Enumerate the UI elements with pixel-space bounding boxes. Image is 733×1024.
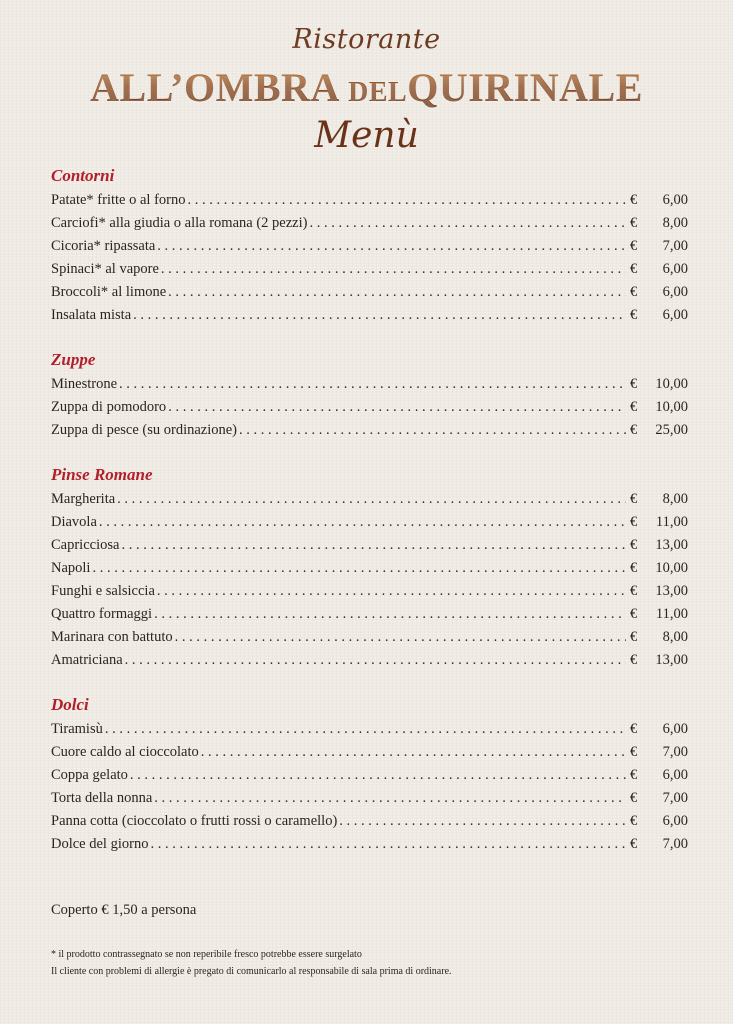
menu-sections [51, 163, 688, 856]
item-price: 10,00 [655, 399, 688, 415]
item-name: Minestrone [51, 376, 118, 392]
menu-item [51, 258, 688, 281]
dot-leader [105, 718, 626, 741]
dot-leader [92, 557, 626, 580]
item-name: Marinara con battuto [51, 629, 173, 645]
item-currency: € [630, 790, 638, 806]
section-spacer [51, 327, 688, 347]
item-price: 6,00 [662, 721, 688, 737]
dot-leader [201, 741, 626, 764]
dot-leader [157, 580, 626, 603]
dot-leader [309, 212, 626, 235]
item-currency: € [630, 652, 638, 668]
section-title: Contorni [51, 166, 115, 185]
menu-item [51, 580, 688, 603]
item-currency: € [630, 836, 638, 852]
cover-charge-note: Coperto € 1,50 a persona [51, 902, 197, 918]
item-price: 8,00 [662, 491, 688, 507]
section-title: Dolci [51, 695, 89, 714]
dot-leader [161, 258, 626, 281]
item-currency: € [630, 514, 638, 530]
item-price: 8,00 [662, 215, 688, 231]
item-name: Cuore caldo al cioccolato [51, 744, 199, 760]
menu-item [51, 718, 688, 741]
item-name: Dolce del giorno [51, 836, 149, 852]
item-name: Capricciosa [51, 537, 120, 553]
dot-leader [150, 833, 626, 856]
item-price: 7,00 [662, 238, 688, 254]
item-price: 6,00 [662, 813, 688, 829]
item-price: 13,00 [655, 583, 688, 599]
item-currency: € [630, 238, 638, 254]
dot-leader [239, 419, 626, 442]
item-currency: € [630, 583, 638, 599]
dot-leader [154, 603, 626, 626]
dot-leader [119, 373, 626, 396]
section-title: Pinse Romane [51, 465, 153, 484]
item-name: Diavola [51, 514, 97, 530]
dot-leader [133, 304, 626, 327]
item-name: Zuppa di pomodoro [51, 399, 167, 415]
item-currency: € [630, 399, 638, 415]
dot-leader [125, 649, 626, 672]
item-currency: € [630, 560, 638, 576]
item-price: 6,00 [662, 192, 688, 208]
item-name: Panna cotta (cioccolato o frutti rossi o caramello) [51, 813, 338, 829]
item-price: 11,00 [655, 606, 688, 622]
menu-item [51, 764, 688, 787]
restaurant-name-part2: QUIRINALE [407, 65, 643, 110]
menu-item [51, 419, 688, 442]
item-name: Funghi e salsiccia [51, 583, 155, 599]
footnote-allergies: Il cliente con problemi di allergie è pregato di comunicarlo al responsabile di sala prima di ordinare. [51, 966, 452, 977]
menu-item [51, 557, 688, 580]
dot-leader [121, 534, 626, 557]
item-price: 10,00 [655, 376, 688, 392]
menu-item [51, 488, 688, 511]
menu-item [51, 649, 688, 672]
item-name: Margherita [51, 491, 116, 507]
item-currency: € [630, 721, 638, 737]
item-name: Broccoli* al limone [51, 284, 167, 300]
item-currency: € [630, 629, 638, 645]
dot-leader [168, 396, 626, 419]
item-name: Torta della nonna [51, 790, 153, 806]
item-name: Zuppa di pesce (su ordinazione) [51, 422, 238, 438]
menu-item [51, 626, 688, 649]
section-title: Zuppe [51, 350, 96, 369]
item-price: 10,00 [655, 560, 688, 576]
menu-item [51, 534, 688, 557]
item-price: 11,00 [655, 514, 688, 530]
item-name: Spinaci* al vapore [51, 261, 159, 277]
footnote-frozen-products: * il prodotto contrassegnato se non reperibile fresco potrebbe essere surgelato [51, 949, 362, 960]
menu-item [51, 189, 688, 212]
item-currency: € [630, 491, 638, 507]
section-spacer [51, 672, 688, 692]
menu-item [51, 833, 688, 856]
item-name: Amatriciana [51, 652, 123, 668]
item-currency: € [630, 422, 638, 438]
item-price: 6,00 [662, 767, 688, 783]
section-contorni [51, 163, 688, 327]
menu-title: Menù [314, 115, 419, 156]
menu-item [51, 212, 688, 235]
item-price: 6,00 [662, 284, 688, 300]
dot-leader [157, 235, 626, 258]
item-currency: € [630, 813, 638, 829]
section-zuppe [51, 347, 688, 442]
menu-item [51, 741, 688, 764]
dot-leader [154, 787, 626, 810]
menu-item [51, 281, 688, 304]
menu-item [51, 603, 688, 626]
dot-leader [339, 810, 626, 833]
item-name: Carciofi* alla giudia o alla romana (2 pezzi) [51, 215, 308, 231]
menu-item [51, 810, 688, 833]
item-currency: € [630, 307, 638, 323]
item-name: Tiramisù [51, 721, 103, 737]
item-price: 7,00 [662, 744, 688, 760]
menu-item [51, 396, 688, 419]
dot-leader [168, 281, 626, 304]
item-currency: € [630, 215, 638, 231]
dot-leader [175, 626, 626, 649]
item-price: 25,00 [655, 422, 688, 438]
menu-item [51, 235, 688, 258]
item-currency: € [630, 192, 638, 208]
item-price: 7,00 [662, 790, 688, 806]
dot-leader [117, 488, 626, 511]
section-dolci [51, 692, 688, 856]
menu-item [51, 304, 688, 327]
item-currency: € [630, 261, 638, 277]
restaurant-name-part1: ALL’OMBRA [90, 65, 349, 110]
restaurant-name [0, 64, 733, 111]
item-price: 8,00 [662, 629, 688, 645]
menu-header [0, 0, 733, 165]
item-price: 7,00 [662, 836, 688, 852]
item-price: 6,00 [662, 261, 688, 277]
item-name: Insalata mista [51, 307, 132, 323]
item-currency: € [630, 284, 638, 300]
menu-item [51, 787, 688, 810]
restaurant-subtitle: Ristorante [292, 24, 441, 55]
item-name: Quattro formaggi [51, 606, 153, 622]
menu-item [51, 373, 688, 396]
dot-leader [187, 189, 626, 212]
menu-item [51, 511, 688, 534]
item-currency: € [630, 376, 638, 392]
item-currency: € [630, 744, 638, 760]
item-name: Napoli [51, 560, 91, 576]
item-price: 6,00 [662, 307, 688, 323]
item-name: Patate* fritte o al forno [51, 192, 186, 208]
item-name: Coppa gelato [51, 767, 128, 783]
dot-leader [130, 764, 626, 787]
item-price: 13,00 [655, 652, 688, 668]
item-name: Cicoria* ripassata [51, 238, 156, 254]
restaurant-name-del: DEL [348, 77, 408, 108]
dot-leader [99, 511, 626, 534]
section-pinse-romane [51, 462, 688, 672]
item-currency: € [630, 767, 638, 783]
item-price: 13,00 [655, 537, 688, 553]
item-currency: € [630, 537, 638, 553]
item-currency: € [630, 606, 638, 622]
footnotes [51, 946, 452, 980]
section-spacer [51, 442, 688, 462]
